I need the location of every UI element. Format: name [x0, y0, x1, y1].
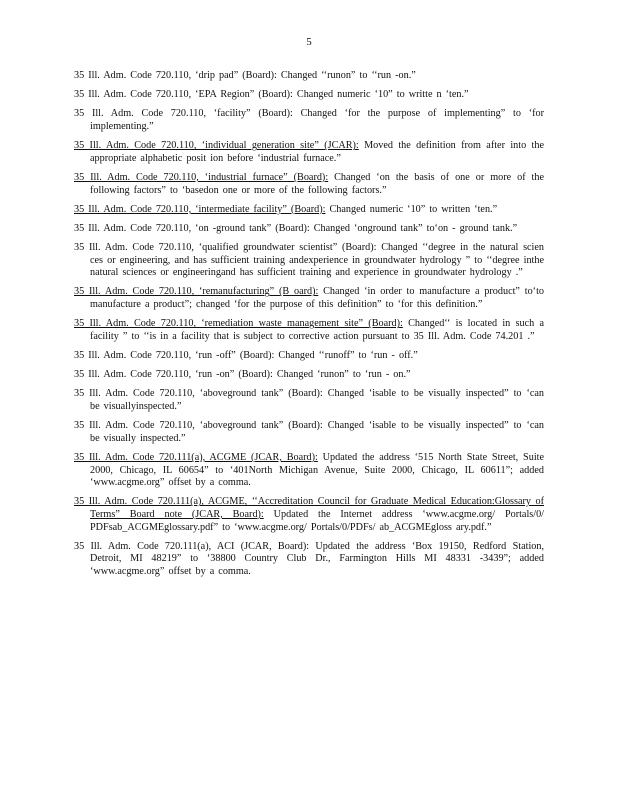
entry-text: Changed ‘‘degree in the natural scien ces or engineering, and has sufficient training andexperience in groundwater hydrology ” to ‘‘degree inthe natural sciences or engineeringand has sufficient training and experience in groundwater hydrology .”	[90, 242, 545, 279]
entry-text: Changed ‘isable to be visually inspected” to ‘can be visually inspected.”	[90, 420, 544, 444]
amendment-entry	[74, 204, 544, 217]
amendment-entry	[74, 318, 544, 343]
amendment-entry	[74, 223, 544, 236]
amendment-entry	[74, 172, 544, 197]
entry-text: Changed ‘runon” to ‘run - on.”	[276, 369, 411, 381]
entry-text: Changed ‘isable to be visually inspected” to ‘can be visuallyinspected.”	[90, 388, 544, 412]
entry-text: Updated the Internet address ‘www.acgme.org/ Portals/0/ PDFsab_ACGMEglossary.pdf” to ‘www.acgme.org/ Portals/0/PDFs/ ab_ACGMEgloss ary.pdf.”	[90, 508, 545, 533]
entry-text: Changed ‘on the basis of one or more of the following factors” to ‘basedon one or more of the following factors.”	[90, 171, 544, 196]
entry-citation: 35 Ill. Adm. Code 720.110, ‘remediation waste management site” (Board):	[74, 318, 403, 330]
entry-citation: 35 Ill. Adm. Code 720.110, ‘aboveground tank” (Board):	[74, 420, 323, 432]
entry-citation: 35 Ill. Adm. Code 720.110, ‘intermediate facility” (Board):	[74, 203, 326, 215]
entry-text: Updated the address ‘515 North State Street, Suite 2000, Chicago, IL 60654” to ‘401North Michigan Avenue, Suite 2000, Chicago, IL 60611”; added ‘www.acgme.org” offset by a comma.	[90, 451, 544, 489]
entry-citation: 35 Ill. Adm. Code 720.110, ‘run -on” (Board):	[74, 369, 273, 381]
amendment-entry	[74, 420, 544, 445]
entry-text: Changed ‘for the purpose of implementing” to ‘for implementing.”	[90, 108, 544, 132]
entry-citation: 35 Ill. Adm. Code 720.110, ‘drip pad” (Board):	[74, 70, 277, 81]
entry-text: Changed ‘in order to manufacture a product” to‘to manufacture a product”; changed ‘for the purpose of this definition” to ‘for this definition.”	[90, 286, 544, 311]
entry-citation: 35 Ill. Adm. Code 720.111(a), ACGME, ‘‘Accreditation Council for Graduate Medical Education:Glossary of Terms” Board note (JCAR, Board):	[74, 496, 544, 520]
entry-text: Moved the definition from after into the appropriate alphabetic posit ion before ‘industrial furnace.”	[90, 140, 544, 164]
entry-citation: 35 Ill. Adm. Code 720.110, ‘EPA Region” (Board):	[74, 89, 293, 101]
amendment-entry	[74, 388, 544, 413]
amendment-entry	[74, 452, 544, 490]
amendment-entry	[74, 140, 544, 165]
entry-text: Changed numeric ‘10” to writte n ‘ten.”	[296, 89, 469, 101]
entry-text: Changed ‘onground tank” to‘on - ground tank.”	[313, 222, 518, 234]
entry-citation: 35 Ill. Adm. Code 720.110, ‘run -off” (Board):	[74, 350, 275, 362]
entry-citation: 35 Ill. Adm. Code 720.111(a), ACI (JCAR, Board):	[74, 540, 310, 552]
amendment-entry	[74, 350, 544, 363]
amendment-entry	[74, 369, 544, 382]
entry-text: Changed ‘‘runoff” to ‘run - off.”	[278, 350, 418, 362]
entry-citation: 35 Ill. Adm. Code 720.110, ‘qualified groundwater scientist” (Board):	[74, 242, 377, 254]
amendment-entry	[74, 242, 544, 280]
page-number: 5	[306, 36, 312, 48]
entry-citation: 35 Ill. Adm. Code 720.111(a), ACGME (JCAR, Board):	[74, 451, 318, 463]
entry-citation: 35 Ill. Adm. Code 720.110, ‘aboveground tank” (Board):	[74, 388, 323, 400]
entry-text: Changed ‘‘runon” to ‘‘run -on.”	[280, 70, 416, 81]
amendment-entry	[74, 108, 544, 133]
entry-citation: 35 Ill. Adm. Code 720.110, ‘facility” (Board):	[74, 108, 293, 120]
amendment-entry	[74, 286, 544, 311]
entry-text: Changed numeric ‘10” to written ‘ten.”	[329, 203, 498, 215]
amendment-entry	[74, 541, 544, 579]
amendment-entry	[74, 70, 544, 83]
entry-text: Updated the address ‘Box 19150, Redford Station, Detroit, MI 48219” to ‘38800 Country Club Dr., Farmington Hills MI 48331 -3439”; added ‘www.acgme.org” offset by a comma.	[90, 540, 545, 577]
amendment-list	[74, 70, 544, 585]
entry-citation: 35 Ill. Adm. Code 720.110, ‘on -ground tank” (Board):	[74, 222, 310, 234]
entry-text: Changed‘‘ is located in such a facility ” to ‘‘is in a facility that is subject to corrective action pursuant to 35 Ill. Adm. Code 74.201 .”	[90, 318, 545, 342]
entry-citation: 35 Ill. Adm. Code 720.110, ‘industrial furnace” (Board):	[74, 171, 329, 183]
entry-citation: 35 Ill. Adm. Code 720.110, ‘individual generation site” (JCAR):	[74, 140, 359, 152]
amendment-entry	[74, 496, 544, 534]
entry-citation: 35 Ill. Adm. Code 720.110, ‘remanufacturing” (B oard):	[74, 286, 319, 298]
amendment-entry	[74, 89, 544, 102]
